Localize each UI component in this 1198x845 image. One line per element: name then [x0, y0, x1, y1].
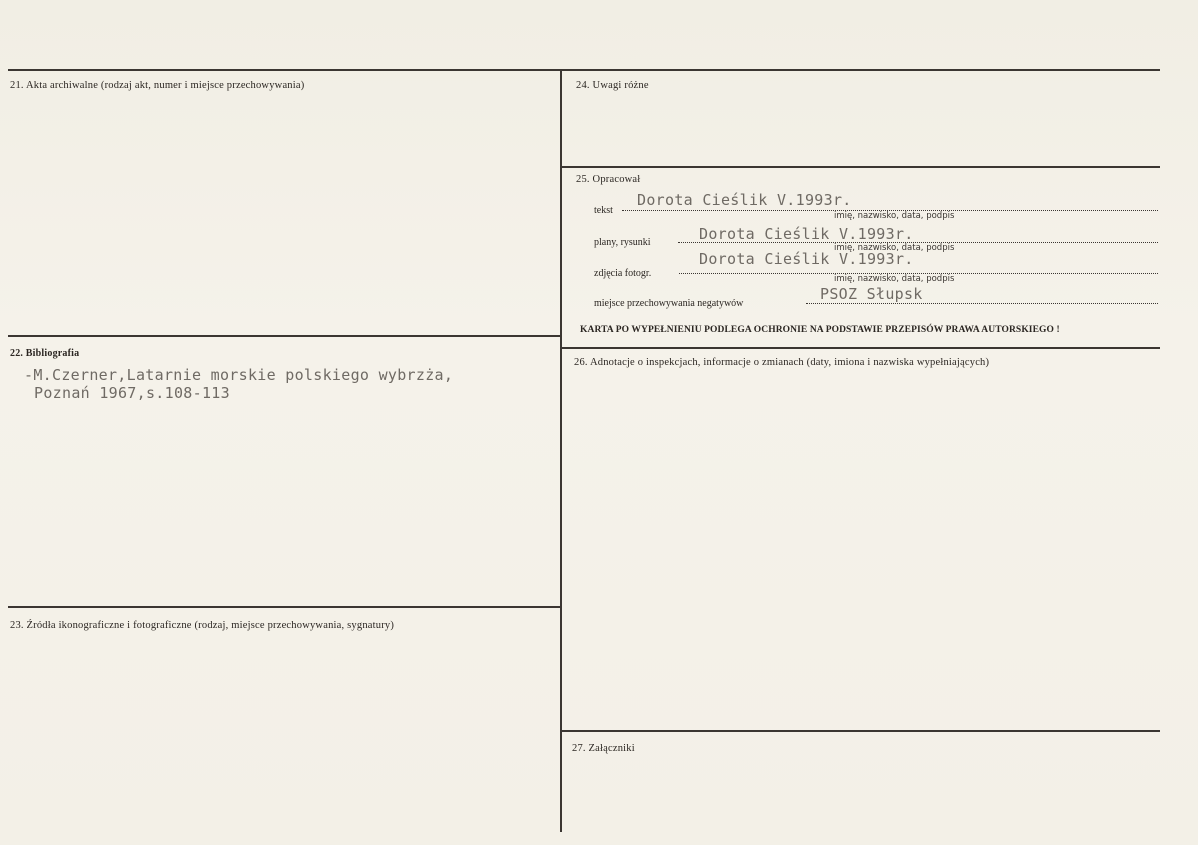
bibliography-line-1: -M.Czerner,Latarnie morskie polskiego wybrzża, [24, 366, 454, 384]
section-21-label: 21. Akta archiwalne (rodzaj akt, numer i miejsce przechowywania) [10, 80, 305, 91]
divider-22-23 [8, 606, 561, 608]
section-27-label: 27. Załączniki [572, 743, 635, 754]
top-border-line [8, 69, 1160, 71]
field-photos-label: zdjęcia fotogr. [594, 268, 652, 279]
section-24-label: 24. Uwagi różne [576, 80, 649, 91]
field-text-value: Dorota Cieślik V.1993r. [637, 191, 852, 209]
copyright-warning: KARTA PO WYPEŁNIENIU PODLEGA OCHRONIE NA PODSTAWIE PRZEPISÓW PRAWA AUTORSKIEGO ! [580, 325, 1060, 335]
field-negatives-line [806, 303, 1158, 304]
divider-25-26 [561, 347, 1160, 349]
section-22-label: 22. Bibliografia [10, 348, 80, 359]
section-26-label: 26. Adnotacje o inspekcjach, informacje o zmianach (daty, imiona i nazwiska wypełniających) [574, 357, 990, 368]
field-plans-label: plany, rysunki [594, 237, 651, 248]
field-negatives-value: PSOZ Słupsk [820, 285, 923, 303]
bibliography-line-2: Poznań 1967,s.108-113 [34, 384, 230, 402]
field-text-hint: imię, nazwisko, data, podpis [834, 211, 955, 221]
field-photos-value: Dorota Cieślik V.1993r. [699, 250, 914, 268]
divider-24-25 [561, 166, 1160, 168]
field-negatives-label: miejsce przechowywania negatywów [594, 298, 744, 309]
divider-21-22 [8, 335, 561, 337]
field-photos-hint: imię, nazwisko, data, podpis [834, 274, 955, 284]
field-text-label: tekst [594, 205, 613, 216]
center-divider-line [560, 70, 562, 832]
field-plans-hint: imię, nazwisko, data, podpis [834, 243, 955, 253]
section-23-label: 23. Źródła ikonograficzne i fotograficzne (rodzaj, miejsce przechowywania, sygnatury) [10, 620, 395, 631]
field-plans-value: Dorota Cieślik V.1993r. [699, 225, 914, 243]
section-25-label: 25. Opracował [576, 174, 641, 185]
divider-26-27 [561, 730, 1160, 732]
